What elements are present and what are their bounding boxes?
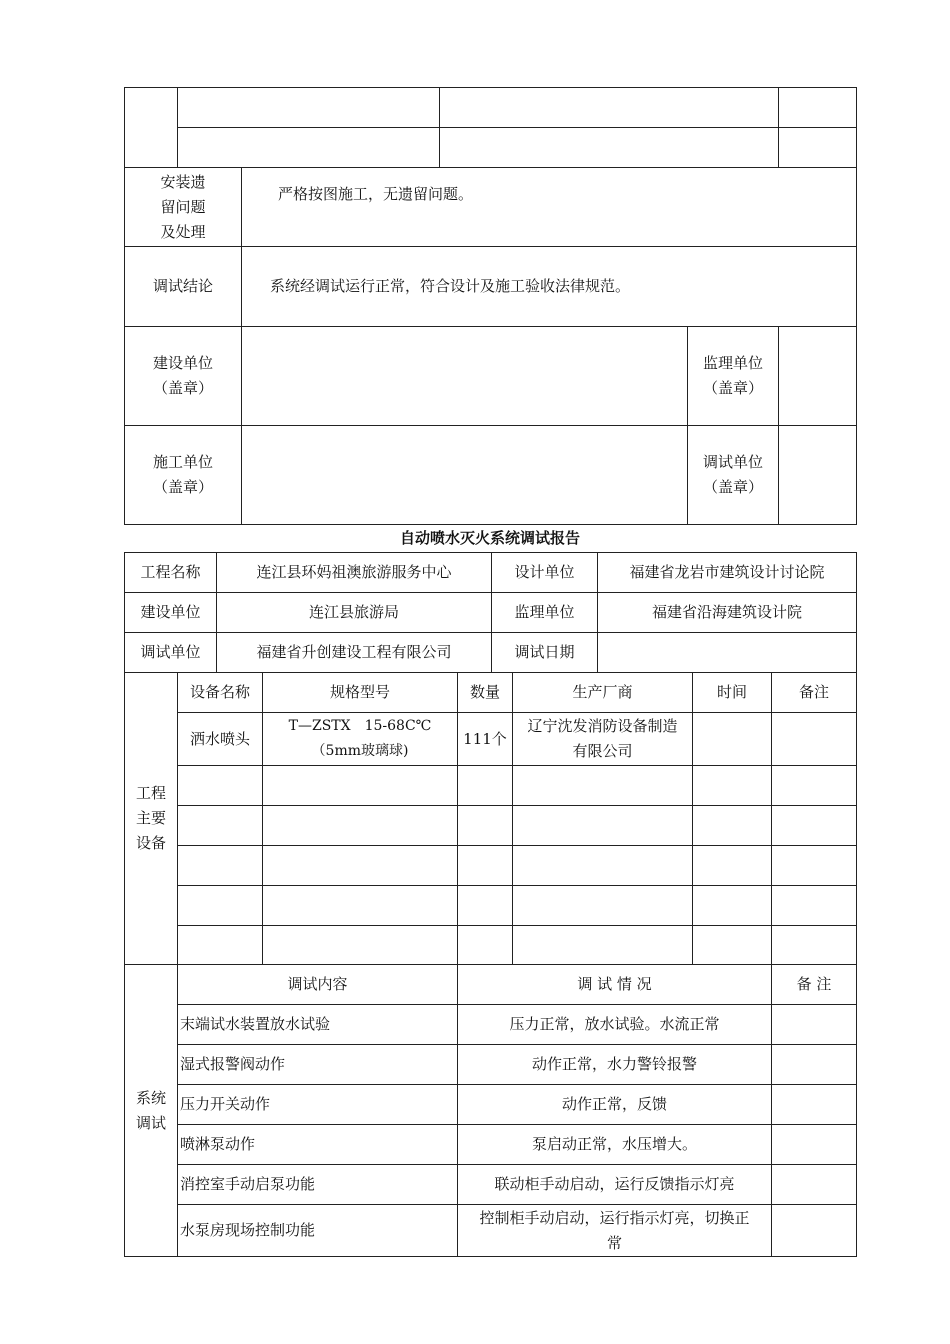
table-row [125,886,857,926]
supervise-unit-seal [779,327,857,426]
device-note [772,713,857,766]
debug-note [772,1005,857,1045]
supervise-unit-label: 监理单位 （盖章） [688,327,779,426]
build-label: 建设单位 [125,593,217,633]
construct-unit-seal [242,426,688,525]
blank-cell [440,128,779,168]
device-time [693,713,772,766]
header-time: 时间 [693,673,772,713]
blank-cell [779,88,857,128]
table-row [125,1085,857,1125]
report2-info-table [124,552,857,673]
debug-content: 消控室手动启泵功能 [178,1165,458,1205]
build-unit-label: 建设单位 （盖章） [125,327,242,426]
report2-title: 自动喷水灭火系统调试报告 [399,529,580,547]
header-device-name: 设备名称 [178,673,263,713]
debug-unit-label: 调试单位 （盖章） [688,426,779,525]
debug-content: 湿式报警阀动作 [178,1045,458,1085]
debug-note [772,1045,857,1085]
table-row [125,846,857,886]
debug-result: 压力正常，放水试验。水流正常 [458,1005,772,1045]
conclusion-label: 调试结论 [125,247,242,327]
device-qty: 111个 [458,713,513,766]
equipment-table [124,672,857,965]
supervise-value: 福建省沿海建筑设计院 [598,593,857,633]
debug-content: 压力开关动作 [178,1085,458,1125]
table-row [125,806,857,846]
device-name: 洒水喷头 [178,713,263,766]
header-maker: 生产厂商 [513,673,693,713]
conclusion-text: 系统经调试运行正常，符合设计及施工验收法律规范。 [242,247,857,327]
debug-result: 控制柜手动启动，运行指示灯亮，切换正 常 [458,1205,772,1257]
debug-note [772,1085,857,1125]
issues-label: 安装遗 留问题 及处理 [125,168,242,247]
header-note: 备注 [772,673,857,713]
project-label: 工程名称 [125,553,217,593]
debug-content: 末端试水装置放水试验 [178,1005,458,1045]
blank-cell [178,128,440,168]
header-spec: 规格型号 [263,673,458,713]
header-debug-result: 调 试 情 况 [458,965,772,1005]
blank-cell [178,88,440,128]
debug-result: 动作正常，水力警铃报警 [458,1045,772,1085]
debug-result: 动作正常，反馈 [458,1085,772,1125]
debug-note [772,1125,857,1165]
table-row [125,1205,857,1257]
debug-result: 联动柜手动启动，运行反馈指示灯亮 [458,1165,772,1205]
debug-note [772,1205,857,1257]
supervise-label: 监理单位 [492,593,598,633]
device-maker: 辽宁沈发消防设备制造 有限公司 [513,713,693,766]
construct-unit-label: 施工单位 （盖章） [125,426,242,525]
debug-unit-seal [779,426,857,525]
build-value: 连江县旅游局 [217,593,492,633]
design-value: 福建省龙岩市建筑设计讨论院 [598,553,857,593]
table-row [125,1045,857,1085]
date-value [598,633,857,673]
blank-cell [779,128,857,168]
blank-cell [440,88,779,128]
date-label: 调试日期 [492,633,598,673]
header-debug-note: 备 注 [772,965,857,1005]
table-row [125,1125,857,1165]
debug-note [772,1165,857,1205]
debug-table [124,964,857,1257]
debug-content: 喷淋泵动作 [178,1125,458,1165]
project-value: 连江县环妈祖澳旅游服务中心 [217,553,492,593]
debug-value: 福建省升创建设工程有限公司 [217,633,492,673]
device-spec: T—ZSTX 15-68C℃ （5mm玻璃球) [263,713,458,766]
header-qty: 数量 [458,673,513,713]
table-row [125,1005,857,1045]
design-label: 设计单位 [492,553,598,593]
report1-table [124,87,857,525]
table-row [125,926,857,965]
header-debug-content: 调试内容 [178,965,458,1005]
debug-result: 泵启动正常，水压增大。 [458,1125,772,1165]
debug-section-label: 系统 调试 [125,965,178,1257]
debug-label: 调试单位 [125,633,217,673]
table-row [125,766,857,806]
blank-cell [125,88,178,168]
debug-content: 水泵房现场控制功能 [178,1205,458,1257]
equipment-section-label: 工程 主要 设备 [125,673,178,965]
table-row [125,1165,857,1205]
build-unit-seal [242,327,688,426]
issues-text: 严格按图施工，无遗留问题。 [242,168,857,247]
